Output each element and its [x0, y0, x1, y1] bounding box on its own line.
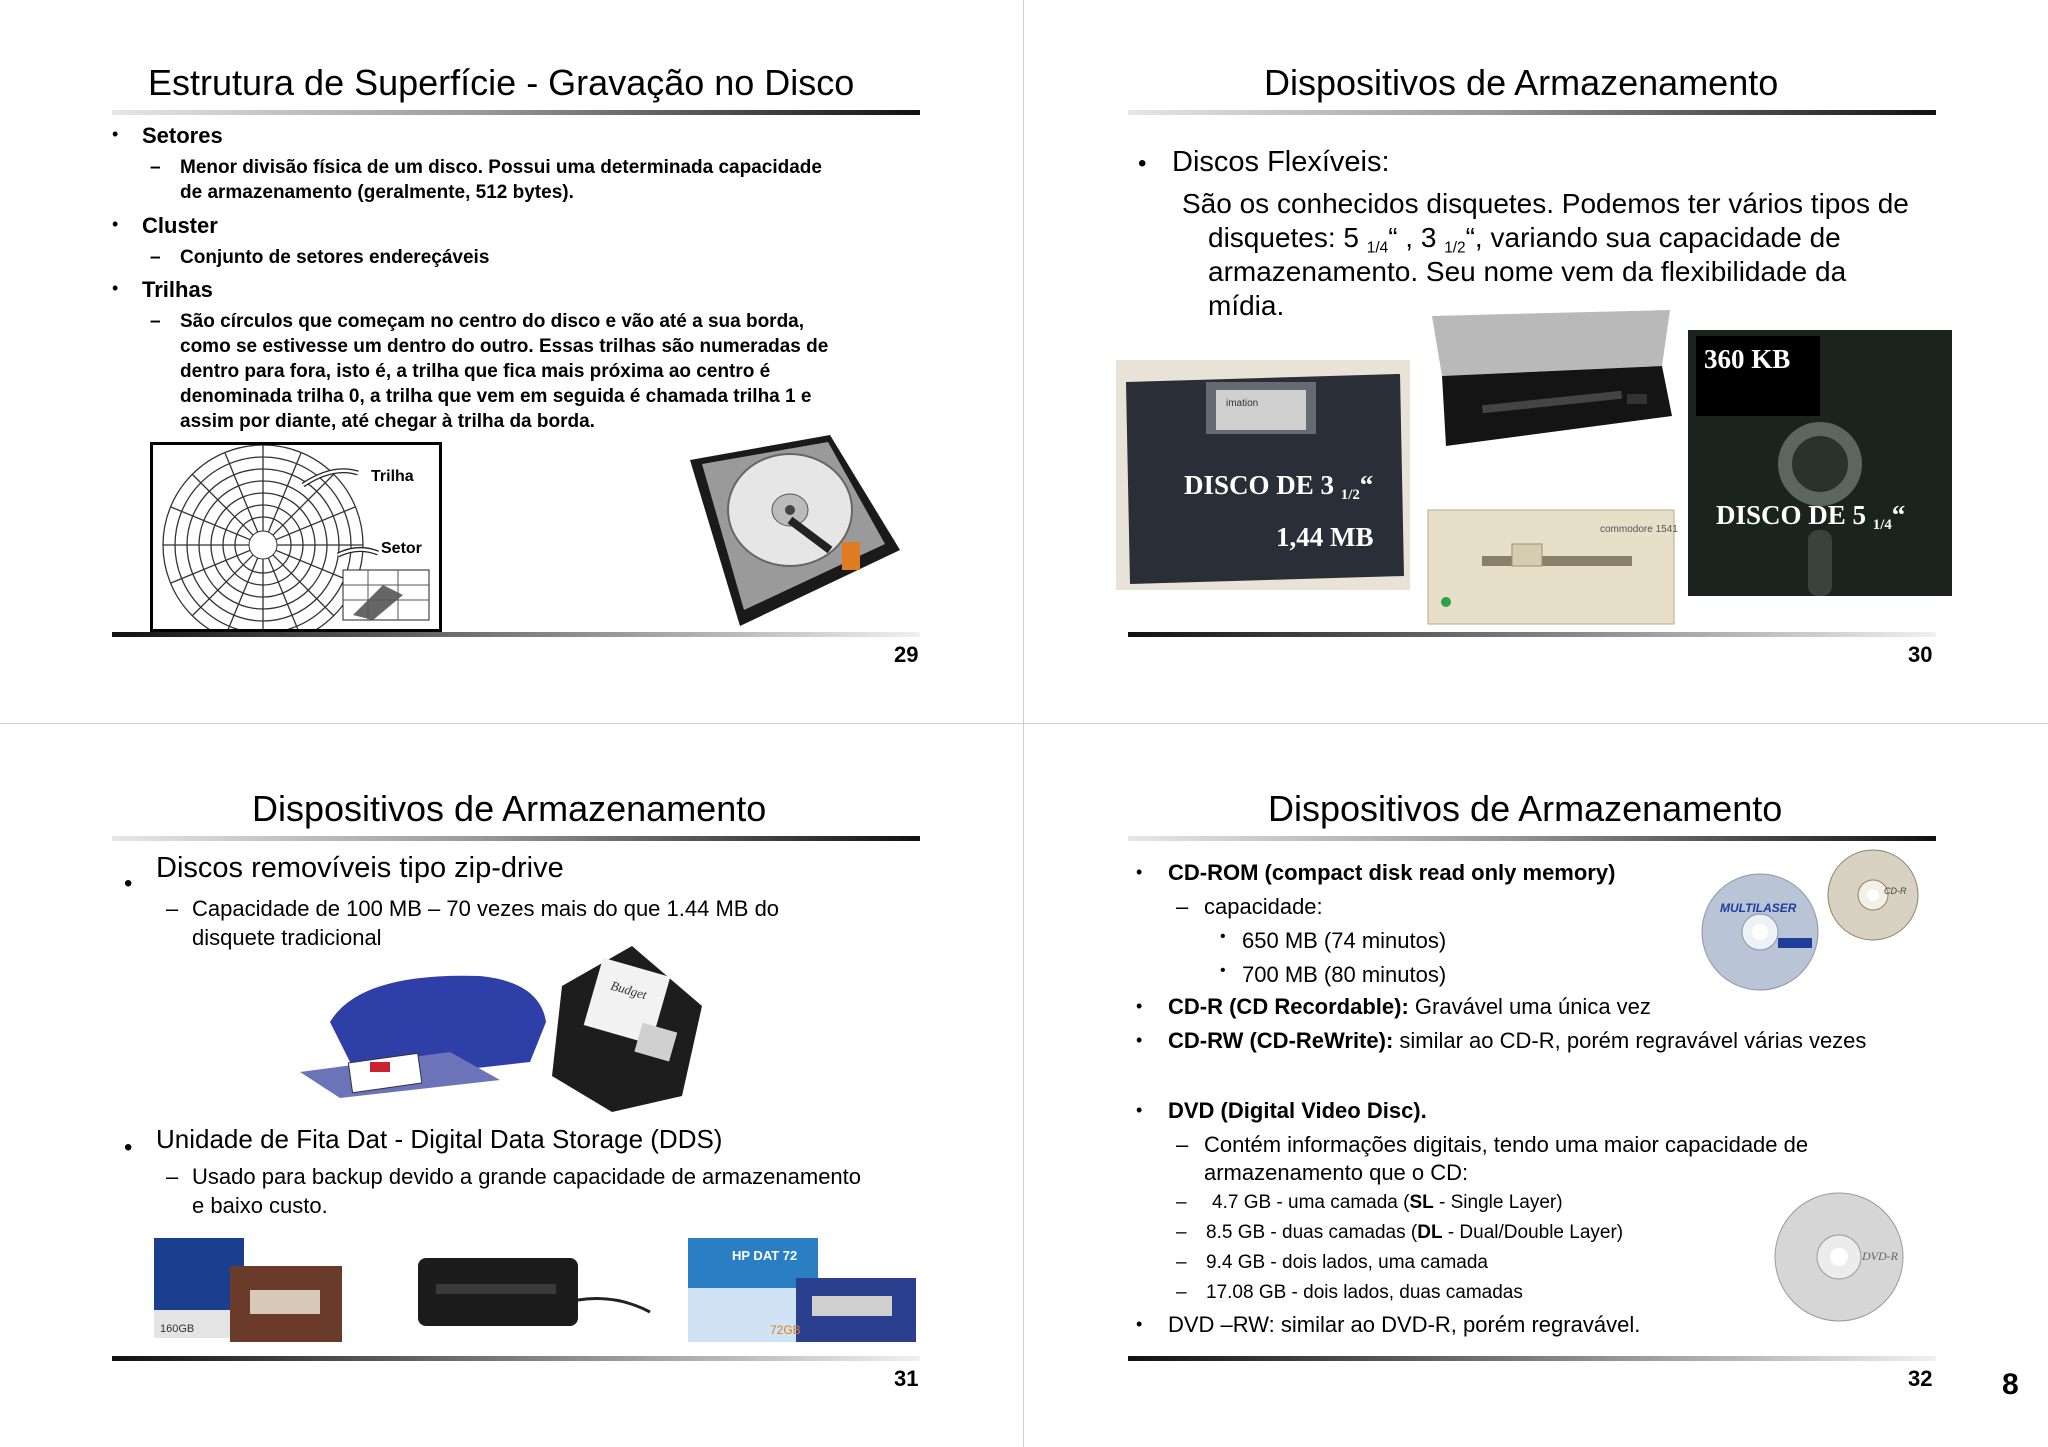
- sub-dash: –: [150, 311, 161, 332]
- floppy-525-photo: [1688, 330, 1952, 596]
- dvd-icon: [1772, 1190, 1906, 1324]
- slide-number: 32: [1908, 1366, 1933, 1391]
- desc-line1: São os conhecidos disquetes. Podemos ter vários tipos de: [1182, 188, 1909, 219]
- sub-dash: –: [166, 896, 179, 921]
- slide-title: Dispositivos de Armazenamento: [252, 788, 767, 829]
- dvd-text: - Dual/Double Layer): [1442, 1222, 1624, 1243]
- bullet-trilhas: Trilhas: [142, 277, 213, 302]
- cd-r-text: Gravável uma única vez: [1408, 994, 1651, 1019]
- title-rule: [112, 836, 920, 841]
- cluster-desc: Conjunto de setores endereçáveis: [180, 247, 490, 268]
- slide-title: Dispositivos de Armazenamento: [1268, 788, 1783, 829]
- trilhas-desc-line1: São círculos que começam no centro do disco e vão até a sua borda,: [180, 311, 805, 332]
- slide-number: 29: [894, 642, 919, 667]
- tape-cartridge-photo: [150, 1230, 350, 1346]
- tape-capacity: 160GB: [160, 1323, 195, 1335]
- sheet-page-number: 8: [2002, 1368, 2019, 1401]
- hard-drive-photo: [680, 430, 902, 626]
- cd-rw-text: similar ao CD-R, porém regravável várias vezes: [1393, 1028, 1867, 1053]
- dvd-8-5gb: [1206, 1222, 1623, 1244]
- sub-dash: –: [1176, 1132, 1189, 1157]
- slide-30: [1024, 0, 2048, 723]
- dvd-photo: [1772, 1190, 1906, 1324]
- sub-dash: –: [1176, 894, 1189, 919]
- cd-photo: [1700, 872, 1820, 992]
- setores-desc-line2: de armazenamento (geralmente, 512 bytes).: [180, 182, 574, 203]
- trilhas-desc-line4: denominada trilha 0, a trilha que vem em seguida é chamada trilha 1 e: [180, 386, 812, 407]
- cd-brand: MULTILASER: [1720, 901, 1797, 915]
- fraction: 1/2: [1444, 239, 1466, 257]
- dvd-abbr: SL: [1409, 1192, 1434, 1213]
- title-rule: [1128, 110, 1936, 115]
- bullet-dvd-rw: DVD –RW: similar ao DVD-R, porém regravável.: [1168, 1312, 1641, 1337]
- slide-31: [0, 724, 1024, 1447]
- label-trilha: Trilha: [371, 468, 414, 485]
- dvd-desc-line1: Contém informações digitais, tendo uma maior capacidade de: [1204, 1132, 1809, 1157]
- bullet-cluster: Cluster: [142, 213, 218, 238]
- tape-drive-photo: [416, 1250, 656, 1330]
- cd-capacity-650: 650 MB (74 minutos): [1242, 928, 1447, 953]
- sub-bullet: •: [1220, 928, 1226, 945]
- tape-drive-icon: [416, 1250, 656, 1330]
- bullet-dot: •: [1136, 996, 1143, 1016]
- bullet-cd-r: [1168, 994, 1651, 1020]
- bullet-dot: •: [1138, 150, 1147, 177]
- desc-line3: armazenamento. Seu nome vem da flexibilidade da: [1208, 256, 1847, 287]
- slide-29: [0, 0, 1024, 723]
- cd-rw-bold: CD-RW (CD-ReWrite):: [1168, 1028, 1394, 1053]
- tape-label: HP DAT 72: [732, 1248, 798, 1263]
- sub-dash: –: [150, 157, 161, 178]
- footer-rule: [1128, 632, 1936, 637]
- disk-drive-icon: [1422, 500, 1680, 628]
- sub-dash: –: [1176, 1222, 1187, 1243]
- dat72-photo: [686, 1234, 922, 1346]
- cd-r-photo: [1826, 848, 1920, 942]
- footer-rule: [112, 1356, 920, 1361]
- bullet-dot: •: [112, 214, 119, 234]
- bullet-discos-flexiveis: Discos Flexíveis:: [1172, 146, 1390, 178]
- slide-32: [1024, 724, 2048, 1447]
- drive-brand: commodore 1541: [1600, 524, 1678, 535]
- footer-rule: [1128, 1356, 1936, 1361]
- cd-icon: [1700, 872, 1820, 992]
- tape-capacity: 72GB: [770, 1323, 801, 1337]
- disk525-capacity: 360 KB: [1704, 344, 1791, 374]
- trilhas-desc-line5: assim por diante, até chegar à trilha da borda.: [180, 411, 595, 432]
- dvd-brand: DVD-R: [1862, 1249, 1898, 1263]
- desc-text: “ , 3: [1388, 222, 1445, 253]
- disk525-label: [1716, 500, 1905, 534]
- desc-line2: [1208, 222, 1841, 257]
- bullet-cd-rom: CD-ROM (compact disk read only memory): [1168, 860, 1616, 885]
- cd-capacity-label: capacidade:: [1204, 894, 1323, 919]
- zip-drive-icon: [300, 962, 550, 1100]
- sub-dash: –: [150, 247, 161, 268]
- sub-bullet: •: [1220, 962, 1226, 979]
- tape-cartridge-icon: [150, 1230, 350, 1346]
- disk525-fraction: 1/4: [1872, 517, 1892, 534]
- sub-dash: –: [1176, 1192, 1187, 1213]
- zip-drive-photo: [300, 962, 550, 1100]
- bullet-dot: •: [1136, 862, 1143, 882]
- cd-capacity-700: 700 MB (80 minutos): [1242, 962, 1447, 987]
- slide-title: Dispositivos de Armazenamento: [1264, 62, 1779, 103]
- cd-r-brand: CD-R: [1884, 886, 1907, 896]
- bullet-dvd: DVD (Digital Video Disc).: [1168, 1098, 1427, 1123]
- cd-r-bold: CD-R (CD Recordable):: [1168, 994, 1409, 1019]
- zip-label-text: Budget: [609, 977, 649, 1003]
- bullet-dot: •: [112, 124, 119, 144]
- dvd-desc-line2: armazenamento que o CD:: [1204, 1160, 1469, 1185]
- disk35-text: DISCO DE 3: [1184, 470, 1341, 500]
- bullet-fita-dat: Unidade de Fita Dat - Digital Data Storage (DDS): [156, 1124, 723, 1154]
- commodore-drive-photo: [1422, 500, 1680, 628]
- disk525-text: DISCO DE 5: [1716, 500, 1873, 530]
- sub-dash: –: [1176, 1282, 1187, 1303]
- trilhas-desc-line2: como se estivesse um dentro do outro. Essas trilhas são numeradas de: [180, 336, 829, 357]
- zip-disk-icon: [552, 946, 702, 1112]
- dvd-17gb: 17.08 GB - dois lados, duas camadas: [1206, 1282, 1523, 1303]
- disk525-quote: “: [1891, 500, 1906, 530]
- desc-text: “, variando sua capacidade de: [1465, 222, 1841, 253]
- disk35-fraction: 1/2: [1340, 487, 1360, 504]
- dvd-4-7gb: [1212, 1192, 1563, 1214]
- title-rule: [112, 110, 920, 115]
- trilhas-desc-line3: dentro para fora, isto é, a trilha que fica mais próxima ao centro é: [180, 361, 771, 382]
- hard-drive-icon: [680, 430, 902, 626]
- sub-dash: –: [1176, 1252, 1187, 1273]
- disk35-quote: “: [1359, 470, 1374, 500]
- sub-dash: –: [166, 1164, 179, 1189]
- desc-line4: mídia.: [1208, 290, 1285, 321]
- fraction: 1/4: [1366, 239, 1389, 257]
- desc-text: disquetes: 5: [1208, 222, 1367, 253]
- bullet-setores: Setores: [142, 123, 223, 148]
- dvd-abbr: DL: [1417, 1222, 1443, 1243]
- floppy-35-photo: [1116, 360, 1410, 590]
- dvd-text: - Single Layer): [1433, 1192, 1563, 1213]
- setores-desc-line1: Menor divisão física de um disco. Possui uma determinada capacidade: [180, 157, 822, 178]
- zip-disk-photo: [552, 946, 702, 1112]
- dvd-text: 4.7 GB - uma camada (: [1212, 1192, 1410, 1213]
- fita-desc-line2: e baixo custo.: [192, 1193, 328, 1218]
- track-sector-diagram: [150, 442, 442, 632]
- label-setor: Setor: [381, 540, 422, 557]
- floppy-brand: imation: [1226, 398, 1259, 409]
- zip-desc-line2: disquete tradicional: [192, 925, 382, 950]
- zip-desc-line1: Capacidade de 100 MB – 70 vezes mais do que 1.44 MB do: [192, 896, 780, 921]
- dvd-text: 8.5 GB - duas camadas (: [1206, 1222, 1418, 1243]
- disk35-label: [1184, 470, 1373, 504]
- fita-desc-line1: Usado para backup devido a grande capacidade de armazenamento: [192, 1164, 862, 1189]
- disk-diagram-icon: [153, 445, 439, 629]
- bullet-zip-drive: Discos removíveis tipo zip-drive: [156, 852, 564, 884]
- slide-title: Estrutura de Superfície - Gravação no Disco: [148, 62, 855, 103]
- bullet-dot: •: [1136, 1100, 1143, 1120]
- bullet-dot: •: [112, 278, 119, 298]
- floppy-drive-icon: [1422, 306, 1680, 456]
- bullet-dot: •: [1136, 1314, 1143, 1334]
- slide-number: 31: [894, 1366, 919, 1391]
- floppy-drive-photo: [1422, 306, 1680, 456]
- title-rule: [1128, 836, 1936, 841]
- disk35-capacity: 1,44 MB: [1276, 522, 1374, 552]
- bullet-dot: •: [1136, 1030, 1143, 1050]
- bullet-dot: •: [124, 1134, 133, 1161]
- bullet-cd-rw: [1168, 1028, 1866, 1054]
- tape-cartridge-icon: [686, 1234, 922, 1346]
- bullet-dot: •: [124, 870, 133, 897]
- footer-rule: [112, 632, 920, 637]
- cd-icon: [1826, 848, 1920, 942]
- dvd-9-4gb: 9.4 GB - dois lados, uma camada: [1206, 1252, 1488, 1273]
- slide-number: 30: [1908, 642, 1933, 667]
